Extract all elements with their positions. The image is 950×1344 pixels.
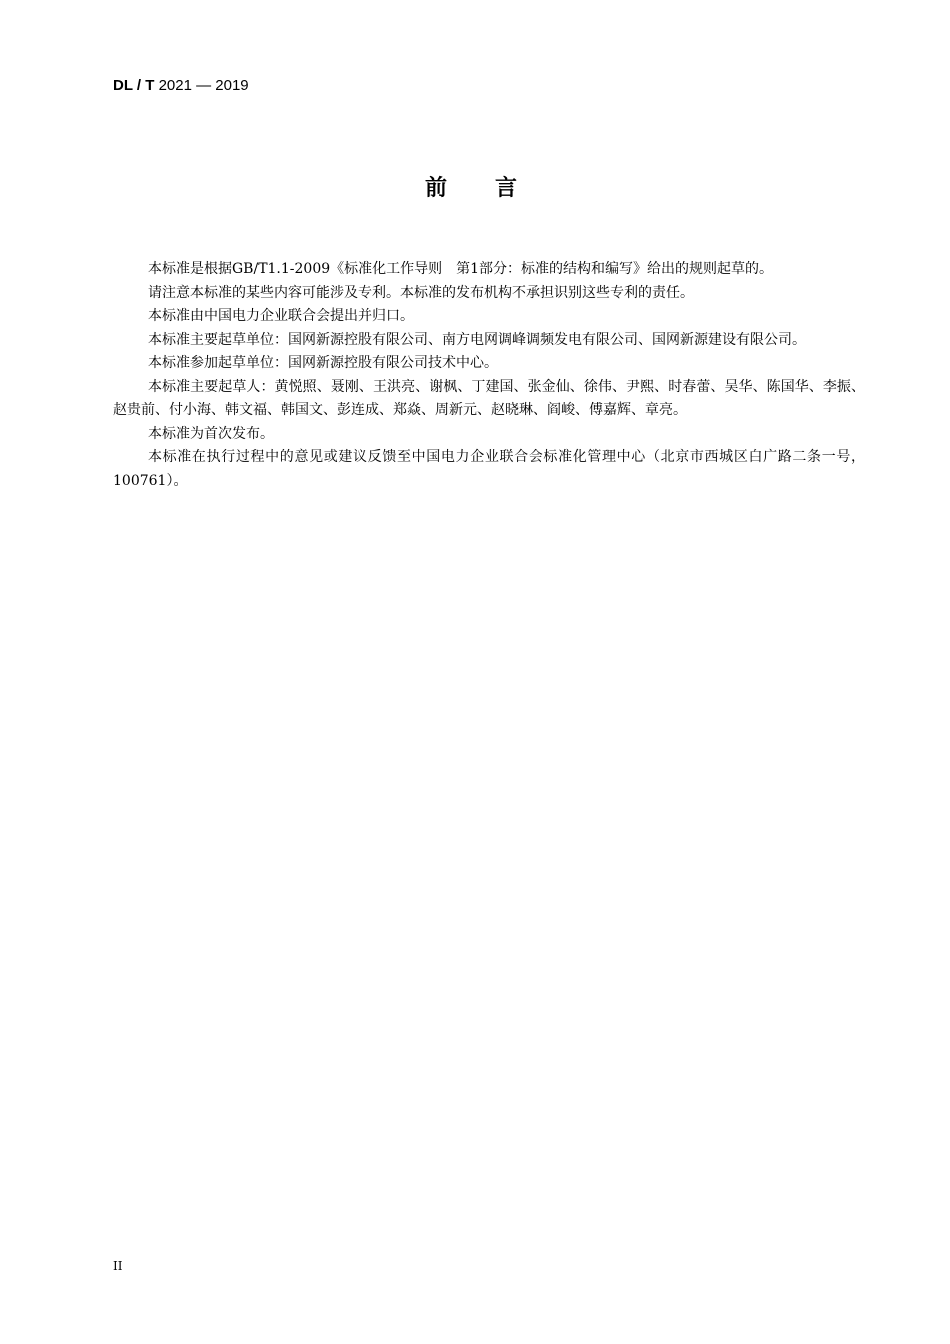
paragraph-main-drafters: 本标准主要起草人：黄悦照、聂刚、王洪亮、谢枫、丁建国、张金仙、徐伟、尹熙、时春蕾、吴华、陈国华、李振、赵贵前、付小海、韩文福、韩国文、彭连成、郑焱、周新元、赵晓琳、阎峻、傅嘉辉、章亮。 [113, 378, 865, 418]
foreword-body [113, 258, 865, 493]
paragraph-feedback: 本标准在执行过程中的意见或建议反馈至中国电力企业联合会标准化管理中心（北京市西城区白广路二条一号，100761）。 [113, 449, 865, 489]
paragraph-main-drafting-units: 本标准主要起草单位：国网新源控股有限公司、南方电网调峰调频发电有限公司、国网新源建设有限公司。 [148, 331, 806, 348]
paragraph-patent-notice: 请注意本标准的某些内容可能涉及专利。本标准的发布机构不承担识别这些专利的责任。 [148, 284, 694, 301]
page-number: II [113, 1259, 123, 1273]
page-title: 前言 [424, 176, 565, 201]
paragraph-proposer: 本标准由中国电力企业联合会提出并归口。 [148, 308, 414, 324]
standard-prefix: DL / T [113, 77, 155, 94]
standard-number: 2021 — 2019 [158, 77, 249, 94]
paragraph-first-release: 本标准为首次发布。 [148, 425, 274, 442]
paragraph-participating-units: 本标准参加起草单位：国网新源控股有限公司技术中心。 [148, 355, 498, 371]
standard-code [113, 76, 249, 96]
paragraph-drafting-rules: 本标准是根据GB/T1.1-2009《标准化工作导则 第1部分：标准的结构和编写》给出的规则起草的。 [148, 261, 774, 277]
